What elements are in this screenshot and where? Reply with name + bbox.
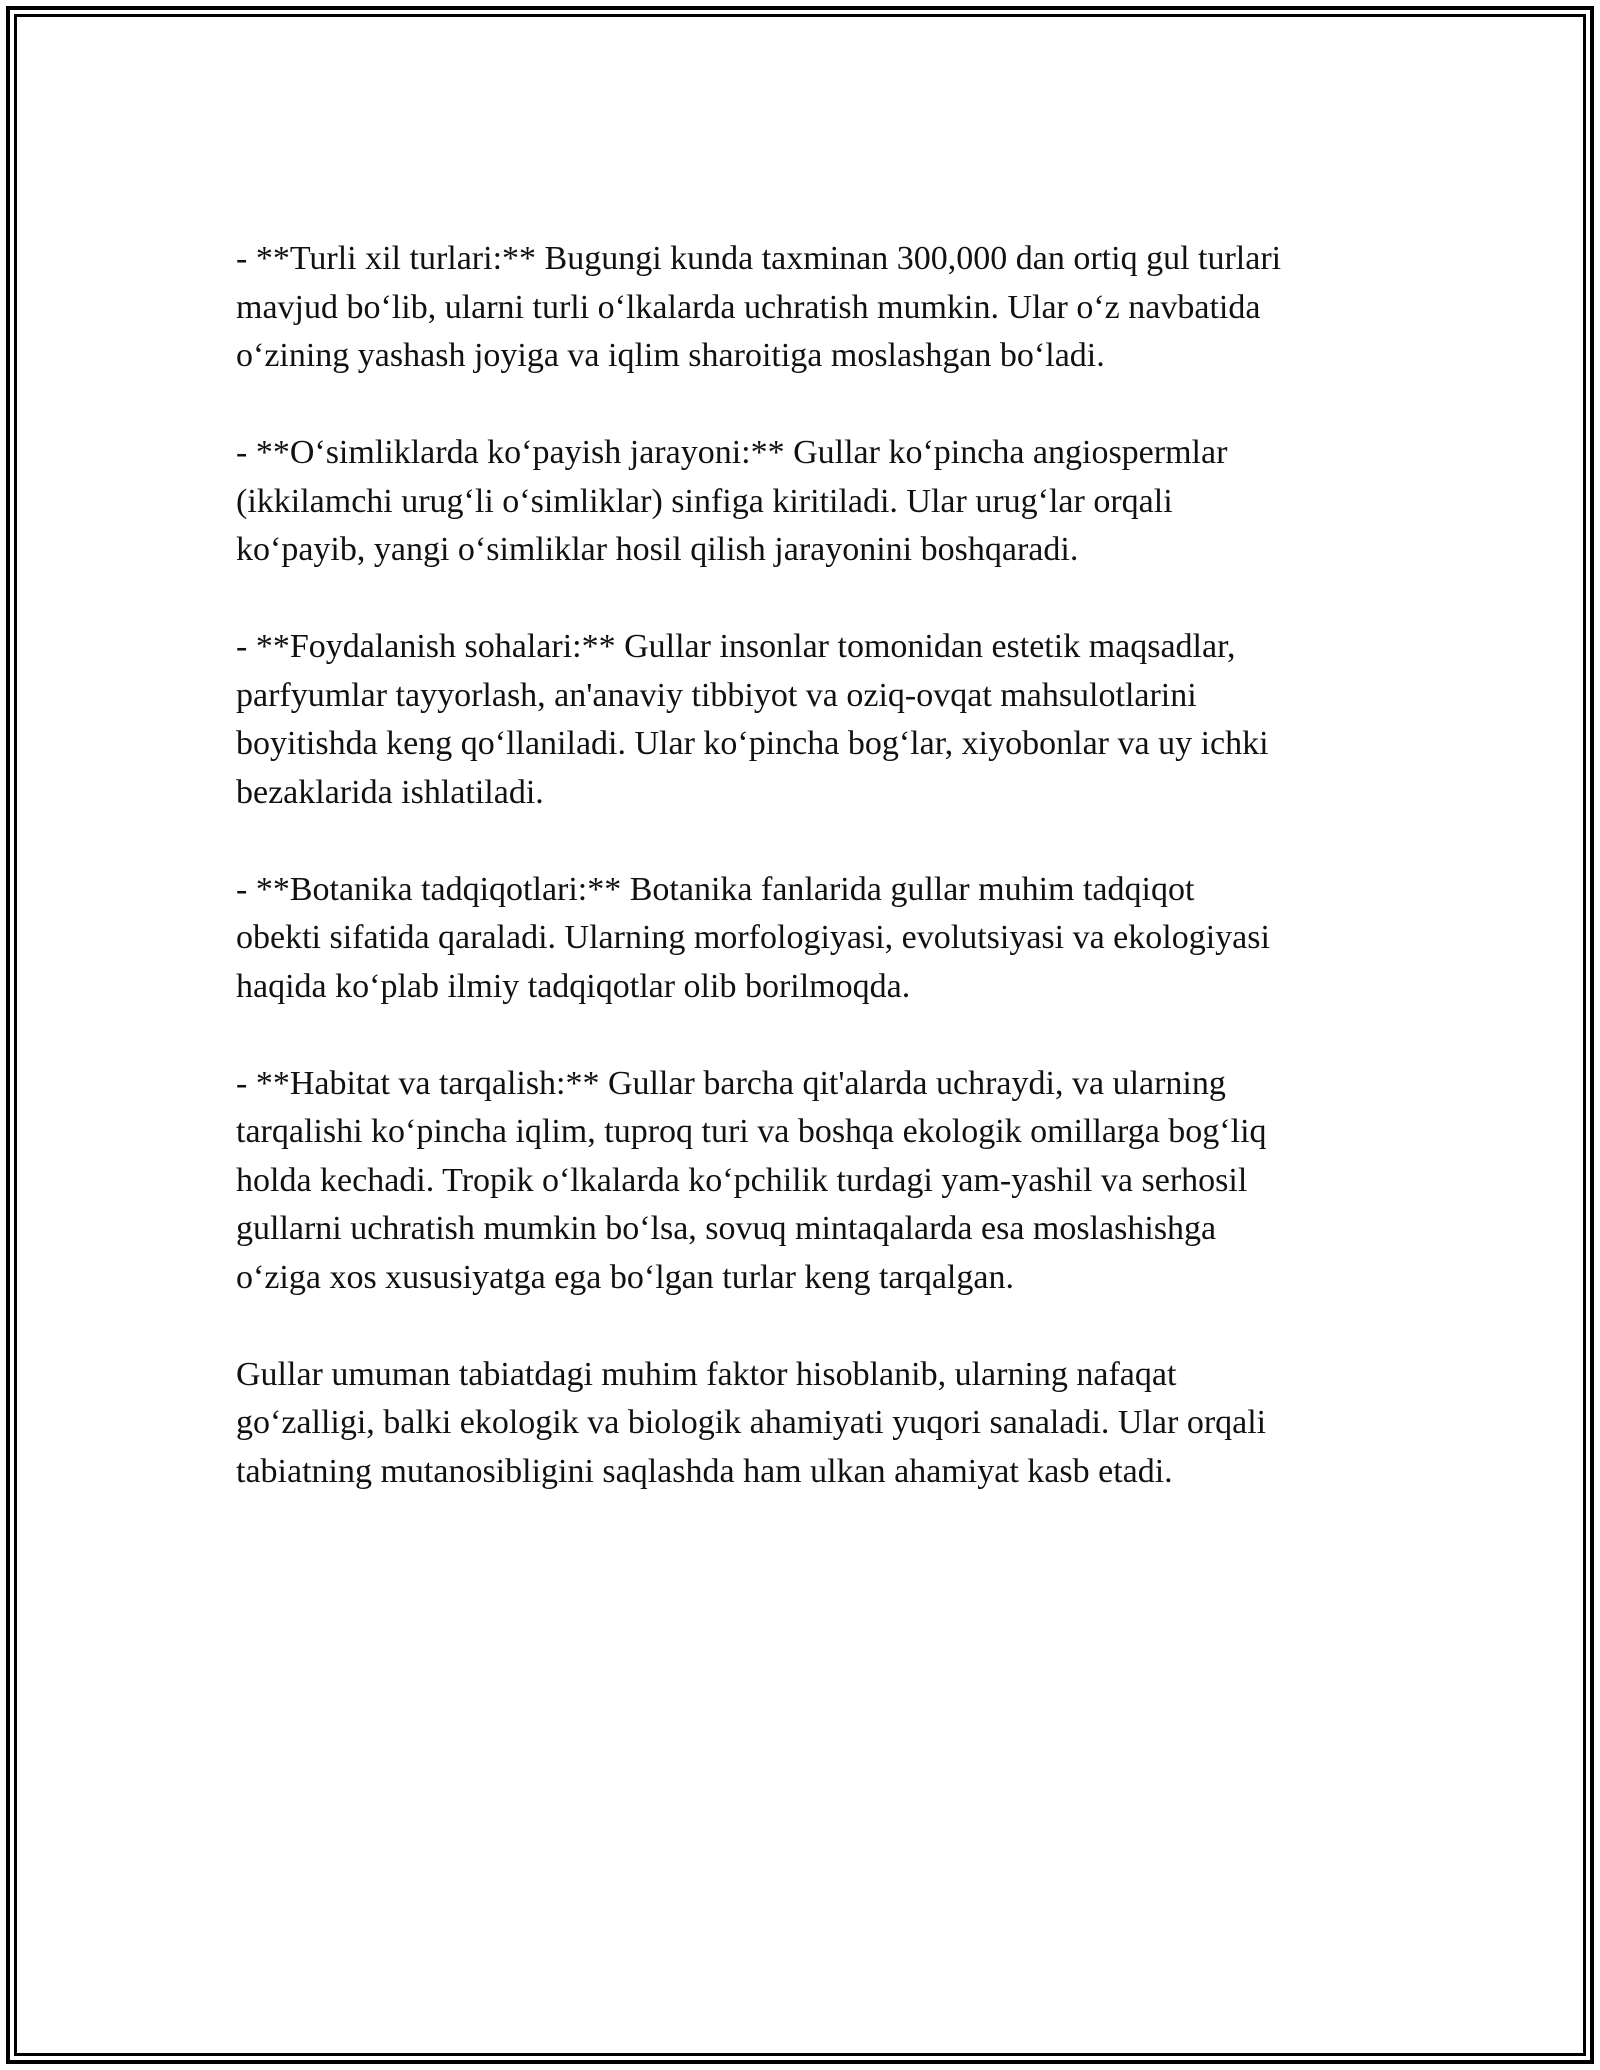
paragraph-botanika-tadqiqotlari: - **Botanika tadqiqotlari:** Botanika fanlarida gullar muhim tadqiqot obekti sifatida qaraladi. Ularning morfologiyasi, evolutsiyasi va ekologiyasi haqida ko‘plab ilmiy tadqiqotlar olib borilmoqda. <box>236 870 1270 1005</box>
paragraph-habitat-va-tarqalish: - **Habitat va tarqalish:** Gullar barcha qit'alarda uchraydi, va ularning tarqalishi ko‘pincha iqlim, tuproq turi va boshqa ekologik omillarga bog‘liq holda kechadi. Tropik o‘lkalarda ko‘pchilik turdagi yam-yashil va serhosil gullarni uchratish mumkin bo‘lsa, sovuq mintaqalarda esa moslashishga o‘ziga xos xususiyatga ega bo‘lgan turlar keng tarqalgan. <box>236 1064 1267 1296</box>
paragraph-conclusion: Gullar umuman tabiatdagi muhim faktor hisoblanib, ularning nafaqat go‘zalligi, balki ekologik va biologik ahamiyati yuqori sanaladi. Ular orqali tabiatning mutanosibligini saqlashda ham ulkan ahamiyat kasb etadi. <box>236 1355 1267 1490</box>
paragraph-foydalanish-sohalari: - **Foydalanish sohalari:** Gullar insonlar tomonidan estetik maqsadlar, parfyumlar tayyorlash, an'anaviy tibbiyot va oziq-ovqat mahsulotlarini boyitishda keng qo‘llaniladi. Ular ko‘pincha bog‘lar, xiyobonlar va uy ichki bezaklarida ishlatiladi. <box>236 628 1269 811</box>
paragraph-kopayish-jarayoni: - **O‘simliklarda ko‘payish jarayoni:** Gullar ko‘pincha angiospermlar (ikkilamchi urug‘li o‘simliklar) sinfiga kiritiladi. Ular urug‘lar orqali ko‘payib, yangi o‘simliklar hosil qilish jarayonini boshqaradi. <box>236 434 1228 568</box>
paragraph-turli-xil-turlari: - **Turli xil turlari:** Bugungi kunda taxminan 300,000 dan ortiq gul turlari mavjud bo‘lib, ularni turli o‘lkalarda uchratish mumkin. Ular o‘z navbatida o‘zining yashash joyiga va iqlim sharoitiga moslashgan bo‘ladi. <box>236 240 1282 374</box>
document-body <box>236 235 1386 1496</box>
